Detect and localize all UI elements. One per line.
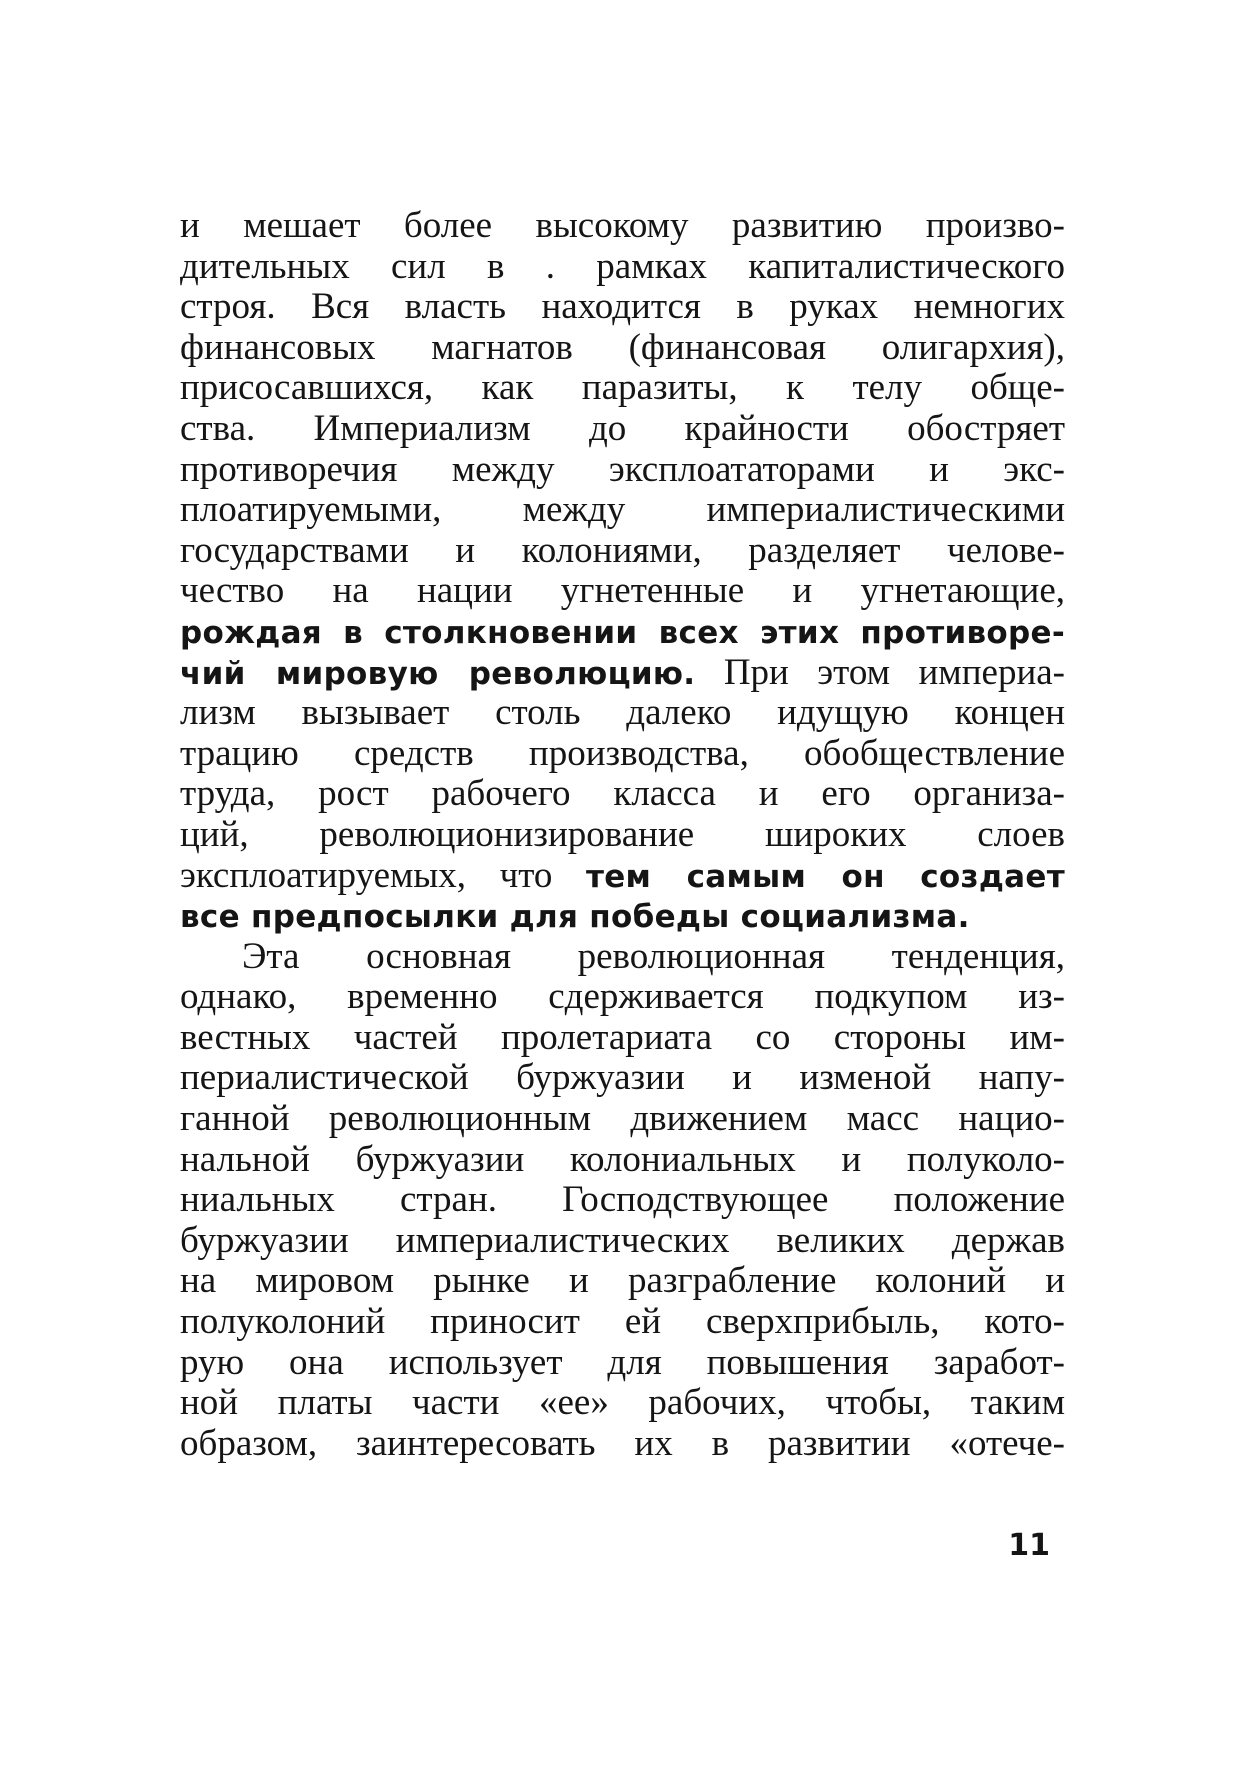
text-line: ной платы части «ее» рабочих, чтобы, таким [180,1382,1065,1424]
text-line: полуколоний приносит ей сверхприбыль, кото- [180,1301,1065,1343]
text-line: и мешает более высокому развитию произво- [180,205,1065,246]
text-line: ниальных стран. Господствующее положение [180,1179,1065,1221]
text-line: строя. Вся власть находится в руках немногих [180,286,1065,328]
paragraph-end-line: все предпосылки для победы социализма. [180,899,970,936]
text-line: нальной буржуазии колониальных и полуколо- [180,1138,1065,1180]
text-line: на мировом рынке и разграбление колоний и [180,1260,1065,1302]
text-line: ства. Империализм до крайности обостряет [180,407,1065,449]
text-line: присосавшихся, как паразиты, к телу обще- [180,367,1065,409]
text-line: периалистической буржуазии и изменой напу- [180,1057,1065,1099]
text-line: чество на нации угнетенные и угнетающие, [180,570,1065,612]
text-line: дительных сил в . рамках капиталистического [180,245,1065,287]
text-line: финансовых магнатов (финансовая олигархия), [180,326,1065,368]
text-line: противоречия между эксплоататорами и экс- [180,448,1065,490]
page-number: 11 [1008,1528,1050,1563]
text-line: однако, временно сдерживается подкупом из- [180,976,1065,1018]
text-line: трацию средств производства, обобществление [180,732,1065,774]
text-line: лизм вызывает столь далеко идущую концен [180,692,1065,734]
text-line: плоатируемыми, между империалистическими [180,489,1065,531]
text-line: труда, рост рабочего класса и его организа- [180,773,1065,815]
text-line: буржуазии империалистических великих держав [180,1219,1065,1261]
text-line: ций, революционизирование широких слоев [180,813,1065,855]
body-text [180,206,1065,1464]
text-line: рую она использует для повышения заработ- [180,1341,1065,1383]
text-line: эксплоатируемых, что тем самым он создает [180,854,1065,896]
text-line: рождая в столкновении всех этих противоре- [180,614,1065,651]
text-line: вестных частей пролетариата со стороны им- [180,1016,1065,1058]
paragraph-start-line: Эта основная революционная тенденция, [242,935,1065,977]
text-line: образом, заинтересовать их в развитии «отече- [180,1422,1065,1464]
text-line: государствами и колониями, разделяет челове- [180,529,1065,571]
text-line: чий мировую революцию. При этом империа- [180,651,1065,693]
text-line: ганной революционным движением масс нацио- [180,1098,1065,1140]
